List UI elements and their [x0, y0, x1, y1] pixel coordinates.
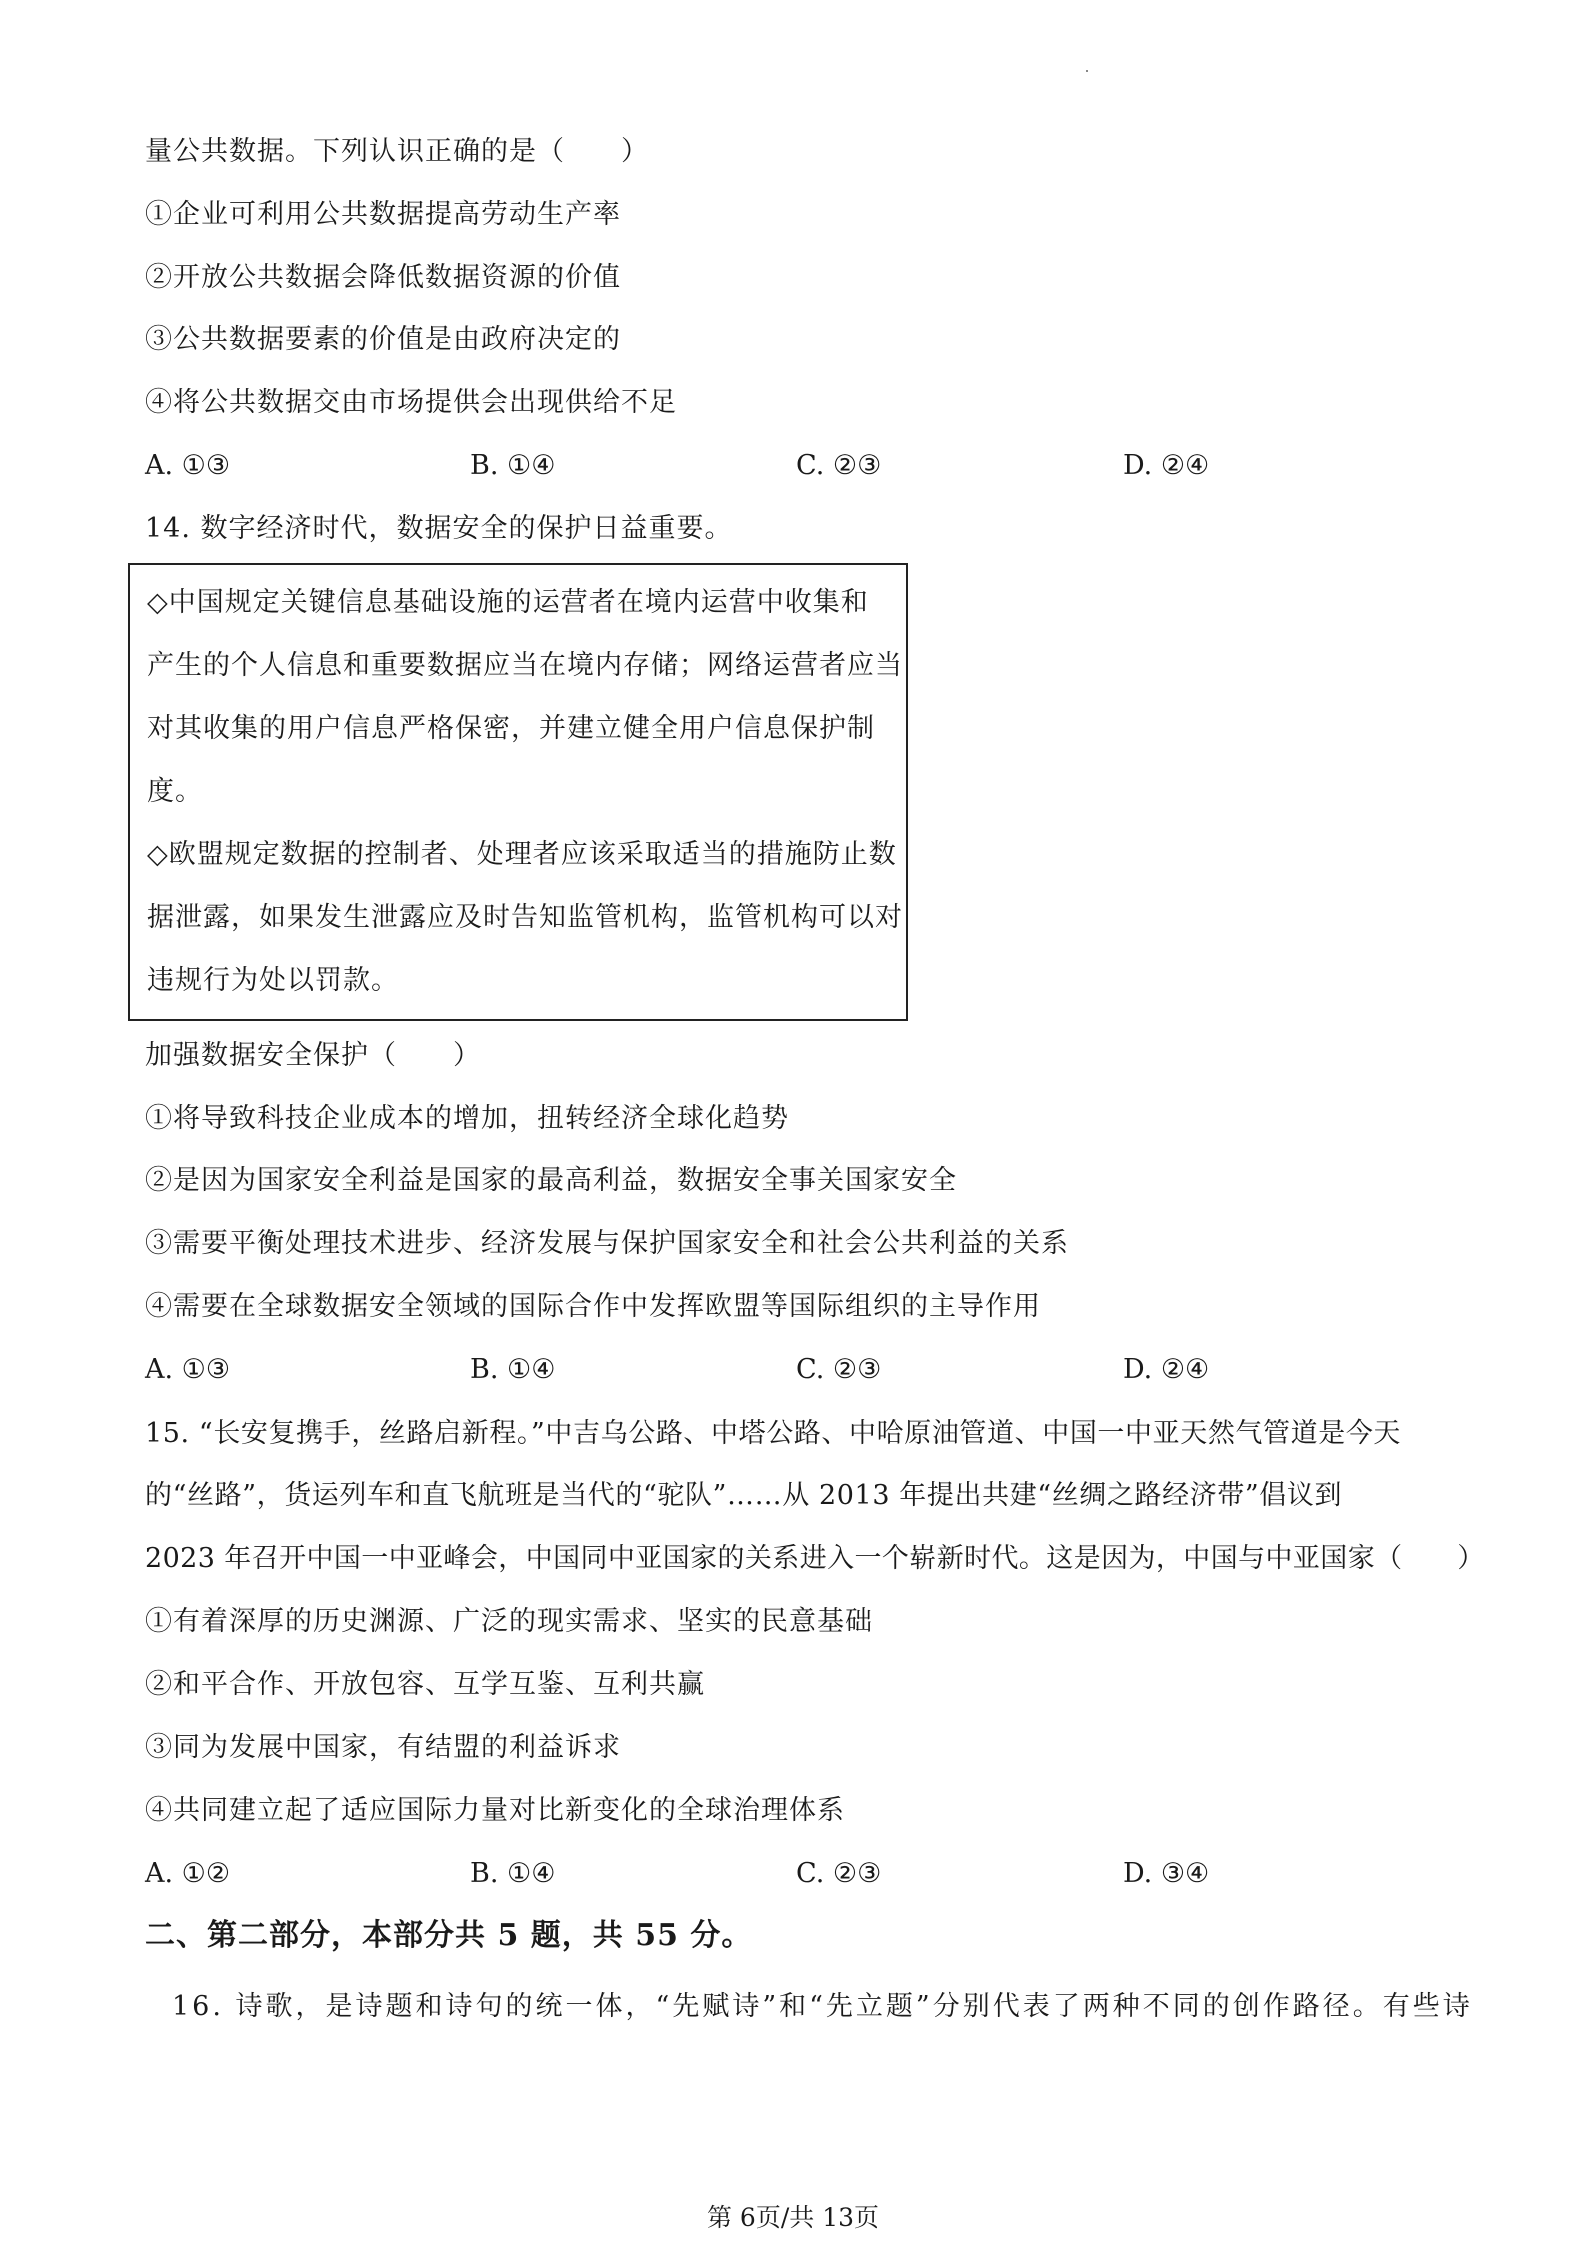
q15-stem-line-1: 15. “长安复携手，丝路启新程。”中吉乌公路、中塔公路、中哈原油管道、中国一中亚天然气管道是今天 [145, 1418, 1402, 1449]
q13-item-3: ③公共数据要素的价值是由政府决定的 [145, 324, 621, 355]
q14-material-box [128, 563, 908, 1021]
q13-item-4: ④将公共数据交由市场提供会出现供给不足 [145, 387, 677, 418]
q16-stem: 16. 诗歌，是诗题和诗句的统一体，“先赋诗”和“先立题”分别代表了两种不同的创作路径。有些诗 [172, 1991, 1473, 2022]
q15-option-b: B. ①④ [470, 1858, 556, 1889]
q15-option-a: A. ①② [145, 1858, 231, 1889]
section-2-heading: 二、第二部分，本部分共 5 题，共 55 分。 [145, 1918, 753, 1953]
q14-box-line-6: 据泄露，如果发生泄露应及时告知监管机构，监管机构可以对 [147, 902, 903, 933]
q13-option-a: A. ①③ [145, 450, 231, 481]
q15-item-2: ②和平合作、开放包容、互学互鉴、互利共赢 [145, 1669, 705, 1700]
q14-item-2: ②是因为国家安全利益是国家的最高利益，数据安全事关国家安全 [145, 1165, 957, 1196]
q15-option-c: C. ②③ [796, 1858, 882, 1889]
page-number-footer: 第 6页/共 13页 [706, 2203, 880, 2232]
q15-stem-line-2: 的“丝路”，货运列车和直飞航班是当代的“驼队”……从 2013 年提出共建“丝绸之路经济带”倡议到 [145, 1480, 1343, 1511]
q14-item-4: ④需要在全球数据安全领域的国际合作中发挥欧盟等国际组织的主导作用 [145, 1291, 1041, 1322]
q14-box-line-7: 违规行为处以罚款。 [147, 965, 399, 996]
q14-box-line-5: ◇欧盟规定数据的控制者、处理者应该采取适当的措施防止数 [147, 839, 897, 870]
q14-item-1: ①将导致科技企业成本的增加，扭转经济全球化趋势 [145, 1103, 789, 1134]
q14-stem: 14. 数字经济时代，数据安全的保护日益重要。 [145, 513, 733, 544]
q15-stem-line-3: 2023 年召开中国一中亚峰会，中国同中亚国家的关系进入一个崭新时代。这是因为，中国与中亚国家（ ） [145, 1543, 1485, 1574]
q14-box-line-4: 度。 [147, 776, 203, 807]
q14-option-c: C. ②③ [796, 1354, 882, 1385]
q14-item-3: ③需要平衡处理技术进步、经济发展与保护国家安全和社会公共利益的关系 [145, 1228, 1069, 1259]
q14-option-b: B. ①④ [470, 1354, 556, 1385]
q13-option-c: C. ②③ [796, 450, 882, 481]
q15-item-1: ①有着深厚的历史渊源、广泛的现实需求、坚实的民意基础 [145, 1606, 873, 1637]
q14-box-line-2: 产生的个人信息和重要数据应当在境内存储；网络运营者应当 [147, 650, 903, 681]
q13-item-2: ②开放公共数据会降低数据资源的价值 [145, 262, 621, 293]
q14-option-d: D. ②④ [1123, 1354, 1210, 1385]
q13-stem: 量公共数据。下列认识正确的是（ ） [145, 136, 649, 167]
q15-option-d: D. ③④ [1123, 1858, 1210, 1889]
q13-option-b: B. ①④ [470, 450, 556, 481]
q14-box-line-1: ◇中国规定关键信息基础设施的运营者在境内运营中收集和 [147, 587, 869, 618]
q13-option-d: D. ②④ [1123, 450, 1210, 481]
q14-question: 加强数据安全保护（ ） [145, 1040, 481, 1071]
q14-option-a: A. ①③ [145, 1354, 231, 1385]
q14-box-line-3: 对其收集的用户信息严格保密，并建立健全用户信息保护制 [147, 713, 875, 744]
q13-item-1: ①企业可利用公共数据提高劳动生产率 [145, 199, 621, 230]
q15-item-4: ④共同建立起了适应国际力量对比新变化的全球治理体系 [145, 1795, 845, 1826]
speck-mark [1086, 70, 1088, 72]
q15-item-3: ③同为发展中国家，有结盟的利益诉求 [145, 1732, 621, 1763]
